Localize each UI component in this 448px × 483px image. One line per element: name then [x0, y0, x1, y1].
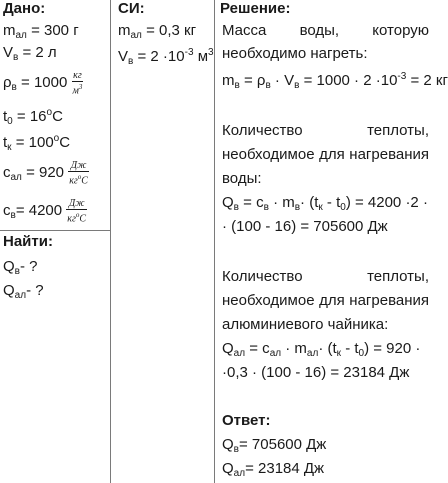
given-density-water: $\rho_в = 1000$ $\frac{кг}{м^3}$: [3, 70, 83, 97]
formula-mass-water: $m_в = \rho_в \cdot V_в = 1000 \cdot 2 \cdot 10^{-3} = 2$ кг: [222, 71, 448, 91]
heat-capacity-unit-fraction: $\frac{Дж}{кг^oC}$: [69, 160, 88, 187]
divider-given-find: [0, 230, 110, 231]
solution-text-heat-water-2: необходимое для нагревания: [222, 146, 429, 163]
given-mass-aluminium: $m_{ал} = 300$ г: [3, 22, 79, 41]
divider-si-solution: [214, 0, 215, 483]
given-initial-temperature: $t_0 = 16^oC$: [3, 107, 63, 127]
solution-text-mass: Масса воды, которую: [222, 22, 429, 39]
find-heat-water: $Q_в-$ ?: [3, 258, 38, 277]
formula-heat-kettle: $Q_{ал} = c_{ал} \cdot m_{ал}\cdot (t_к - t_0) = 920$ ·: [222, 340, 421, 359]
given-heat-capacity-aluminium: $c_{ал} = 920$ $\frac{Дж}{кг^oC}$: [3, 160, 88, 187]
divider-given-si: [110, 0, 111, 483]
solution-text-heat-water-3: воды:: [222, 170, 262, 187]
given-heat-capacity-water: $c_в= 4200$ $\frac{Дж}{кг^oC}$: [3, 198, 87, 225]
solution-text-mass-2: необходимо нагреть:: [222, 45, 368, 62]
formula-heat-water: $Q_в = c_в \cdot m_в\cdot (t_к - t_0) = 4200 \cdot 2$ ·: [222, 194, 428, 213]
solution-text-heat-kettle: Количество теплоты,: [222, 268, 429, 285]
answer-heat-water: $Q_в= 705600$ Дж: [222, 436, 327, 455]
si-volume-water: $V_в = 2 \cdot 10^{-3}$ $м^3$: [118, 47, 214, 67]
heat-capacity-unit-fraction: $\frac{Дж}{кг^oC}$: [67, 198, 87, 225]
given-volume-water: $V_в = 2$ л: [3, 44, 57, 63]
density-unit-fraction: $\frac{кг}{м^3}$: [72, 70, 83, 97]
si-mass-aluminium: $m_{ал} = 0,3$ кг: [118, 22, 197, 41]
formula-heat-water-2: · (100 - 16) = 705600 Дж: [222, 218, 388, 235]
find-heading: Найти:: [3, 233, 53, 250]
answer-heat-kettle: $Q_{ал}= 23184$ Дж: [222, 460, 325, 479]
si-heading: СИ:: [118, 0, 145, 17]
formula-heat-kettle-2: ·0,3 · (100 - 16) = 23184 Дж: [222, 364, 410, 381]
solution-heading: Решение:: [220, 0, 291, 17]
given-final-temperature: $t_к = 100^oC$: [3, 133, 71, 153]
answer-heading: Ответ:: [222, 412, 271, 429]
find-heat-aluminium: $Q_{ал}-$ ?: [3, 282, 44, 301]
given-heading: Дано:: [3, 0, 46, 17]
solution-text-heat-water: Количество теплоты,: [222, 122, 429, 139]
solution-text-heat-kettle-2: необходимое для нагревания: [222, 292, 429, 309]
solution-text-heat-kettle-3: алюминиевого чайника:: [222, 316, 389, 333]
